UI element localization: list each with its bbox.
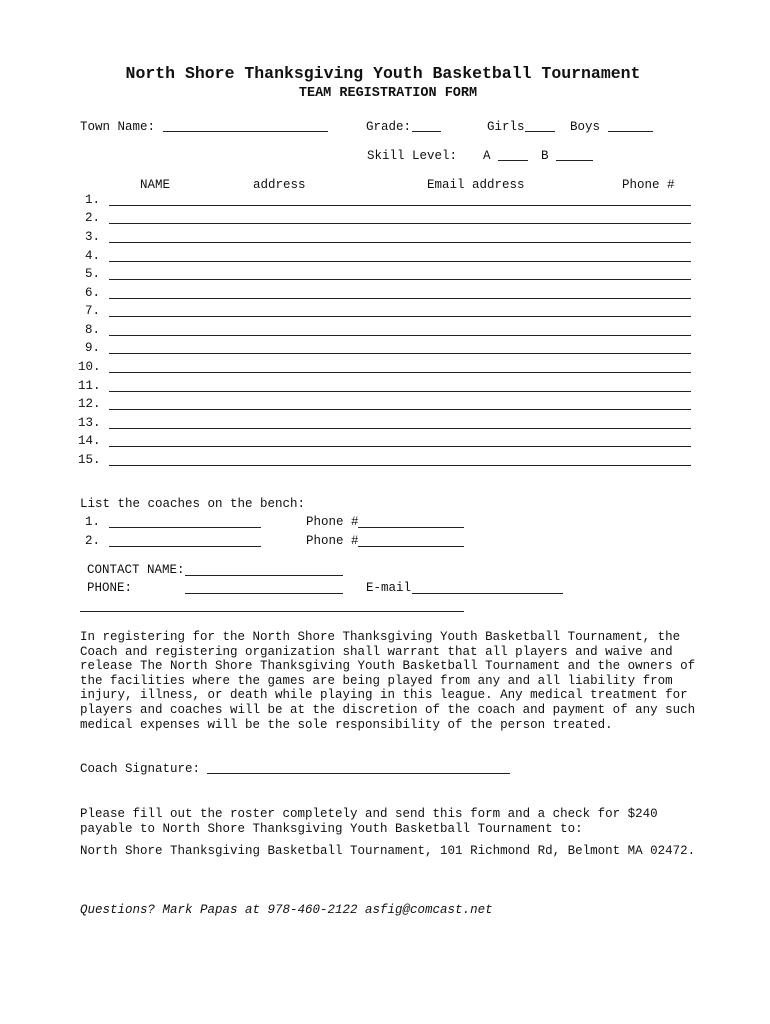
roster-row-line[interactable] [109, 279, 691, 280]
instructions-text: Please fill out the roster completely and send this form and a check for $240 payable to North Shore Thanksgiving Youth Basketball Tournament to: [80, 807, 658, 836]
roster-row-line[interactable] [109, 465, 691, 466]
coach-phone-field[interactable] [358, 527, 464, 528]
girls-field[interactable] [525, 131, 555, 132]
town-name-label: Town Name: [80, 120, 156, 134]
coach-name-field[interactable] [109, 546, 261, 547]
roster-row-number: 13. [78, 416, 101, 430]
contact-name-label: CONTACT NAME: [87, 563, 185, 577]
roster-row-number: 15. [78, 453, 101, 467]
roster-row-line[interactable] [109, 261, 691, 262]
roster-row-line[interactable] [109, 316, 691, 317]
roster-row-line[interactable] [109, 242, 691, 243]
skill-b-label: B [541, 149, 549, 163]
mailing-address: North Shore Thanksgiving Basketball Tournament, 101 Richmond Rd, Belmont MA 02472. [80, 844, 696, 858]
town-name-field[interactable] [163, 131, 328, 132]
roster-header-email: Email address [427, 178, 525, 192]
roster-row-number: 6. [84, 286, 100, 300]
coach-phone-label: Phone # [306, 515, 359, 529]
roster-row-number: 7. [84, 304, 100, 318]
roster-row-number: 2. [84, 211, 100, 225]
roster-row-line[interactable] [109, 391, 691, 392]
page-title: North Shore Thanksgiving Youth Basketball Tournament [125, 64, 641, 83]
roster-row-number: 14. [78, 434, 101, 448]
waiver-text: In registering for the North Shore Thanksgiving Youth Basketball Tournament, the Coach and registering organization shall warrant that all players and waive and release The North Shore Thanksgiving Youth Basketball Tournament and the owners of the facilities where the games are being played from any and all liability from injury, illness, or death while playing in this league. Any medical treatment for players and coaches will be at the discretion of the coach and payment of any such medical expenses will be the sole responsibility of the person treated. [80, 630, 696, 732]
roster-header-phone: Phone # [622, 178, 675, 192]
roster-row-line[interactable] [109, 205, 691, 206]
roster-row-number: 10. [78, 360, 101, 374]
coaches-heading: List the coaches on the bench: [80, 497, 306, 511]
coach-phone-field[interactable] [358, 546, 464, 547]
questions-contact: Questions? Mark Papas at 978-460-2122 asfig@comcast.net [80, 903, 493, 917]
coach-signature-label: Coach Signature: [80, 762, 201, 776]
roster-row-line[interactable] [109, 223, 691, 224]
coach-name-field[interactable] [109, 527, 261, 528]
roster-row-line[interactable] [109, 409, 691, 410]
roster-row-number: 3. [84, 230, 100, 244]
grade-field[interactable] [412, 131, 441, 132]
coach-phone-label: Phone # [306, 534, 359, 548]
coach-signature-field[interactable] [207, 773, 510, 774]
grade-label: Grade: [366, 120, 412, 134]
roster-row-line[interactable] [109, 298, 691, 299]
boys-label: Boys [570, 120, 601, 134]
section-divider [80, 611, 464, 612]
roster-row-number: 5. [84, 267, 100, 281]
skill-a-label: A [483, 149, 491, 163]
roster-row-number: 8. [84, 323, 100, 337]
contact-phone-label: PHONE: [87, 581, 133, 595]
roster-row-line[interactable] [109, 428, 691, 429]
roster-row-line[interactable] [109, 372, 691, 373]
contact-phone-field[interactable] [185, 593, 343, 594]
roster-row-line[interactable] [109, 353, 691, 354]
girls-label: Girls [487, 120, 525, 134]
roster-row-number: 12. [78, 397, 101, 411]
contact-name-field[interactable] [185, 575, 343, 576]
roster-row-number: 11. [78, 379, 101, 393]
contact-email-label: E-mail [366, 581, 412, 595]
roster-row-line[interactable] [109, 446, 691, 447]
skill-a-field[interactable] [498, 160, 528, 161]
skill-b-field[interactable] [556, 160, 593, 161]
boys-field[interactable] [608, 131, 653, 132]
form-subtitle: TEAM REGISTRATION FORM [298, 86, 478, 101]
skill-level-label: Skill Level: [367, 149, 458, 163]
roster-header-address: address [253, 178, 306, 192]
coach-number: 1. [84, 515, 100, 529]
roster-header-name: NAME [140, 178, 171, 192]
coach-number: 2. [84, 534, 100, 548]
contact-email-field[interactable] [412, 593, 563, 594]
roster-row-number: 9. [84, 341, 100, 355]
roster-row-number: 4. [84, 249, 100, 263]
roster-row-number: 1. [84, 193, 100, 207]
roster-row-line[interactable] [109, 335, 691, 336]
